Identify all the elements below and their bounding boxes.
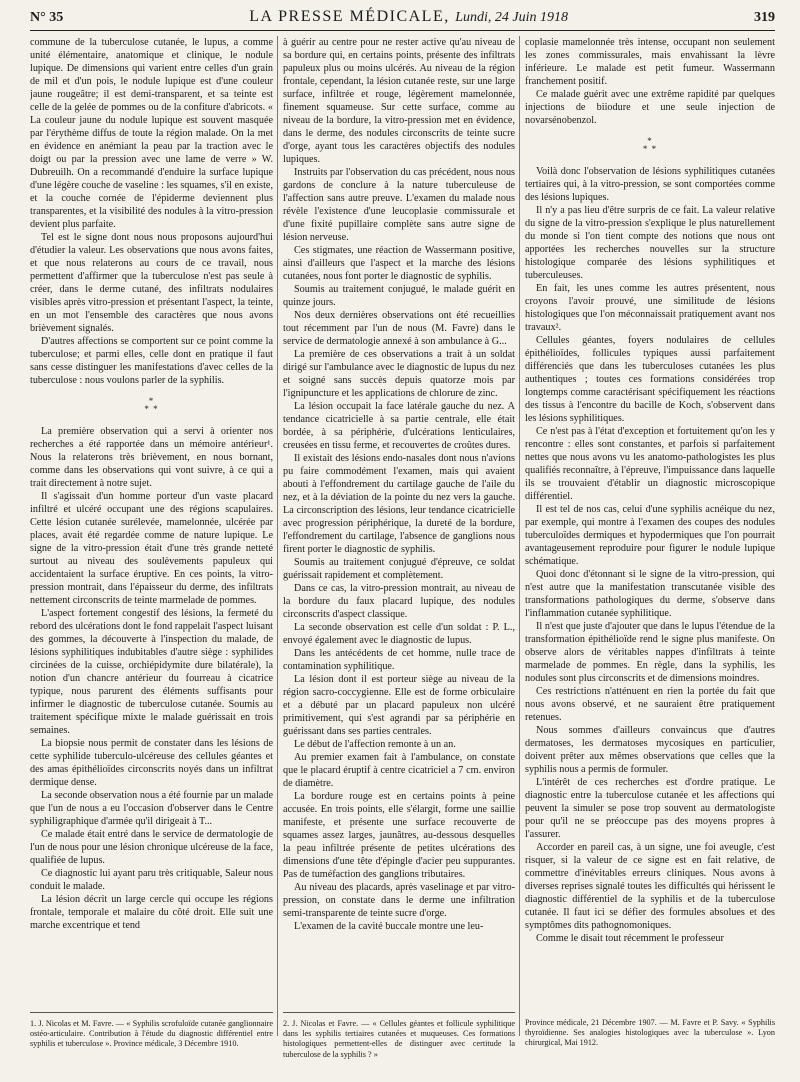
column-rule (277, 36, 278, 1036)
page-number: 319 (753, 10, 775, 25)
paragraph: Dans ce cas, la vitro-pression montrait, au niveau de la bordure du faux placard lupique, des nodules circonscrits d'aspect classique. (283, 583, 515, 620)
paragraph: Ce n'est pas à l'état d'exception et fortuitement qu'on les y rencontre : elles sont constantes, et parfois si parfaitement nettes que nous avons vu les anatomo-pathologistes les plus qualifiés reconnaître, à l'épreuve, l'impuissance dans laquelle ils se trouvaient d'établir un diagnostic microscopique différentiel. (525, 426, 775, 502)
paragraph: La seconde observation nous a été fournie par un malade que l'un de nous a eu l'occasion d'observer dans le Centre syphiligraphique d'armée qu'il dirigeait à T... (30, 790, 273, 827)
paragraph: La première observation qui a servi à orienter nos recherches a été rapportée dans un mémoire antérieur¹. Nous la relaterons très brièvement, en nous bornant, comme dans les observations qui vont suivre, à ce qui a trait directement à notre sujet. (30, 426, 273, 489)
paragraph: Voilà donc l'observation de lésions syphilitiques cutanées tertiaires qui, à la vitro-pression, se sont comportées comme des lésions lupiques. (525, 166, 775, 203)
paragraph: Instruits par l'observation du cas précédent, nous nous gardons de conclure à la nature tuberculeuse de l'affection sans autre preuve. L'examen du malade nous révèle l'existence d'une leucoplasie commissurale et d'une fixité pupillaire complète sans autre signe de lésion nerveuse. (283, 167, 515, 243)
paragraph: Quoi donc d'étonnant si le signe de la vitro-pression, qui n'est autre que la manifestation transcutanée visible des transformations pathologiques du derme, s'observe dans l'inflammation cutanée syphilitique. (525, 569, 775, 619)
paragraph: Ces stigmates, une réaction de Wassermann positive, ainsi d'ailleurs que l'aspect et la marche des lésions cutanées, nous font porter le diagnostic de syphilis. (283, 245, 515, 282)
paragraph: L'aspect fortement congestif des lésions, la fermeté du rebord des ulcérations dont le fond rappelait l'aspect luisant des gommes, la découverte à l'inspection du malade, de lésions syphilitiques indubitables d'autre siège : syphilides circinées de la cuisse, orchiépidymite dure bilatérale), la notion d'un chancre antérieur du fourreau à cicatrice typique, nous parurent des éléments suffisants pour infirmer le diagnostic de tuberculose cutanée. Soumis au traitement spécifique mixte le malade guérissait en trois semaines. (30, 608, 273, 736)
footnote-2: 2. J. Nicolas et Favre. — « Cellules géantes et follicule syphilitique dans les syphilis tertiaires cutanées et muqueuses. Ces formations histologiques permettent-elles de distinguer avec certitude la tuberculose de la syphilis ? » (283, 1012, 515, 1060)
paragraph: Au niveau des placards, après vaselinage et par vitro-pression, on constate dans le derme une infiltration semi-transparente de teinte sucre d'orge. (283, 882, 515, 919)
paragraph: D'autres affections se comportent sur ce point comme la tuberculose; et parmi elles, celle dont en pratique il faut sans cesse distinguer les manifestations d'avec celles de la tuberculose : nous voulons parler de la syphilis. (30, 336, 273, 386)
paragraph: Il s'agissait d'un homme porteur d'un vaste placard infiltré et ulcéré occupant une des régions scapulaires. Cette lésion cutanée surélevée, mamelonnée, ulcérée par places, avait été regardée comme de nature lupique. Le signe de la vitro-pression était d'une très grande netteté surtout au niveau des soulèvements papuleux qui accidentaient la surface éruptive. En ces points, la vitro-pression montrait, dans l'épaisseur du derme, des infiltrats nettement circonscrits de teinte marmelade de pommes. (30, 491, 273, 606)
paragraph: Soumis au traitement conjugué, le malade guérit en quinze jours. (283, 284, 515, 308)
column-rule (519, 36, 520, 1036)
paragraph: Comme le disait tout récemment le professeur (536, 933, 724, 944)
page-header (30, 8, 775, 31)
paragraph: Ce diagnostic lui ayant paru très critiquable, Saleur nous conduit le malade. (30, 868, 273, 892)
journal-title (249, 8, 568, 26)
paragraph: La première de ces observations a trait à un soldat dirigé sur l'ambulance avec le diagnostic de lupus du nez et soigné sans succès depuis quatorze mois par l'ignipuncture et les applications de chlorure de zinc. (283, 349, 515, 399)
column-3 (525, 36, 775, 1004)
paragraph: Il n'y a pas lieu d'être surpris de ce fait. La valeur relative du signe de la vitro-pression s'explique le plus naturellement du monde si l'on tient compte des notions que nous ont apportées les recherches nouvelles sur la structure histologique comparée des lésions syphilitiques et tuberculeuses. (525, 205, 775, 281)
paragraph: En fait, les unes comme les autres présentent, nous croyons l'avoir prouvé, une similitude de lésions histologiques que l'on méconnaissait pratiquement avant nos travaux². (525, 283, 775, 333)
column-2 (283, 36, 515, 1004)
paragraph: Ces restrictions n'atténuent en rien la portée du fait que nous avons observé, et ne sauraient être pratiquement retenues. (525, 686, 775, 723)
paragraph: coplasie mamelonnée très intense, occupant non seulement les zones commissurales, mais envahissant la lèvre inférieure. Le malade est petit fumeur. Wassermann franchement positif. (525, 37, 775, 87)
paragraph: Accorder en pareil cas, à un signe, une foi aveugle, c'est risquer, si la valeur de ce signe est en fait relative, de commettre d'inévitables erreurs cliniques. Nous avons à diverses reprises signalé toutes les difficultés qui hérissent le diagnostic différentiel de la syphilis et de la tuberculose cutanée. Il faut ici se défier des formules absolues et des symptômes dits pathognomoniques. (525, 842, 775, 931)
paragraph: Ce malade était entré dans le service de dermatologie de l'un de nous pour une lésion chronique ulcéreuse de la face, qualifiée de lupus. (30, 829, 273, 866)
issue-date: Lundi, 24 Juin 1918 (455, 10, 568, 25)
paragraph: Dans les antécédents de cet homme, nulle trace de contamination syphilitique. (283, 648, 515, 672)
journal-name: LA PRESSE MÉDICALE, (249, 8, 450, 25)
paragraph: à guérir au centre pour ne rester active qu'au niveau de sa bordure qui, en certains points, présente des infiltrats papuleux plus ou moins ulcérés. Au niveau de la région frontale, cependant, la lésion cutanée reste, sur une large surface, infiltrée et rouge, légèrement mamelonnée, finement squameuse. Sur cette surface, comme au niveau de la bordure, la vitro-pression met en évidence, dans le derme, des nodules circonscrits de teinte sucre d'orge, ayant tous les caractères objectifs des nodules lupiques. (283, 37, 515, 165)
paragraph: commune de la tuberculose cutanée, le lupus, a comme unité élémentaire, anatomique et clinique, le nodule lupique. De dimensions qui varient entre celles d'un grain de mil et d'un pois, le nodule lupique est d'une couleur jaune rougeâtre; il est demi-transparent, et sa teinte est celle de la gelée de pommes ou de la confiture d'abricots. « La couleur jaune du nodule lupique est souvent masquée par l'érythème diffus de toute la région malade. On la met en évidence en anémiant la peau par la traction avec le doigt ou par la pression avec une lame de verre » W. Dubreuilh. On a recommandé d'enduire la surface lupique d'une légère couche de vaseline : les squames, s'il en existe, et la couche cornée de l'épiderme deviennent plus transparentes, et la visibilité des nodules à la vitro-pression devient plus parfaite. (30, 37, 273, 230)
paragraph: Le début de l'affection remonte à un an. (294, 739, 456, 750)
issue-number: N° 35 (30, 10, 64, 25)
paragraph: La lésion occupait la face latérale gauche du nez. A tendance cicatricielle à sa partie centrale, elle était bordée, à sa périphérie, d'ulcérations lenticulaires, creusées en tissu ferme, et recouvertes de croûtes dures. (283, 401, 515, 451)
section-separator-icon: * * * (144, 396, 159, 414)
footnote-1: 1. J. Nicolas et M. Favre. — « Syphilis scrofuloïde cutanée ganglionnaire ostéo-articulaire. Contribution à l'étude du diagnostic différentiel entre syphilis et tuberculose ». Province médicale, 3 Décembre 1910. (30, 1012, 273, 1050)
paragraph: Ce malade guérit avec une extrême rapidité par quelques injections de biiodure et une seule injection de novarsénobenzol. (525, 89, 775, 126)
paragraph: Il est tel de nos cas, celui d'une syphilis acnéique du nez, par exemple, qui montre à l'examen des coupes des nodules tuberculoïdes dermiques et hypodermiques que l'on pourrait avantageusement reproduire pour figurer le nodule lupique schématique. (525, 504, 775, 567)
paragraph: La lésion décrit un large cercle qui occupe les régions frontale, temporale et malaire du côté droit. Elle suit une marche excentrique et tend (30, 894, 273, 931)
paragraph: L'examen de la cavité buccale montre une leu- (294, 921, 484, 932)
paragraph: Tel est le signe dont nous nous proposons aujourd'hui d'étudier la valeur. Les observations que nous avons faites, et que nous relaterons au cours de ce travail, nous permettent d'affirmer que la tuberculose n'est pas seule à créer, dans le derme cutané, des infiltrats nodulaires visibles après vitro-pression et présentant l'aspect, la teinte, en un mot l'ensemble des caractères que nous avons brièvement signalés. (30, 232, 273, 334)
paragraph: Il existait des lésions endo-nasales dont nous n'avions pu faire commodément l'examen, mais qui avaient abouti à l'effondrement du cartilage gauche de l'aile du nez, et à la déviation de la pointe du nez vers la gauche. La circonscription des lésions, leur tendance cicatricielle avec progression périphérique, la dureté de la bordure, l'effondrement du cartilage, l'absence de ganglions nous firent porter le diagnostic de syphilis. (283, 453, 515, 555)
section-separator-icon: * * * (642, 136, 658, 154)
paragraph: Cellules géantes, foyers nodulaires de cellules épithélioïdes, follicules typiques aussi parfaitement différenciés que dans les tuberculoses cutanées les plus authentiques ; toutes ces formations considérées trop longtemps comme caractérisant spécifiquement les réactions des tissus à l'encontre du bacille de Koch, s'observent dans les lésions syphilitiques. (525, 335, 775, 424)
paragraph: Nous sommes d'ailleurs convaincus que d'autres dermatoses, les dermatoses mycosiques en particulier, doivent prêter aux mêmes observations que celles que la syphilis nous a permis de formuler. (525, 725, 775, 775)
paragraph: Au premier examen fait à l'ambulance, on constate que le placard éruptif à centre cicatriciel a 7 cm. environ de diamètre. (283, 752, 515, 789)
paragraph: La bordure rouge est en certains points à peine accusée. En trois points, elle s'élargit, forme une saillie manifeste, et présente une surface recouverte de squames assez larges, jaunâtres, au-dessous desquelles la peau infiltrée présente de petites ulcérations des dimensions d'une tête d'épingle d'acier peu suppurantes. Pas de tuméfaction des ganglions tributaires. (283, 791, 515, 880)
paragraph: L'intérêt de ces recherches est d'ordre pratique. Le diagnostic entre la tuberculose cutanée et les affections qui peuvent la simuler se pose trop souvent au dermatologiste pour qu'il ne se préoccupe pas des moyens propres à l'assurer. (525, 777, 775, 840)
paragraph: La seconde observation est celle d'un soldat : P. L., envoyé également avec le diagnostic de lupus. (283, 622, 515, 646)
column-1 (30, 36, 273, 1004)
paragraph: Nos deux dernières observations ont été recueillies tout récemment par l'un de nous (M. Favre) dans le service de dermatologie annexé à son ambulance à G... (283, 310, 515, 347)
paragraph: La biopsie nous permit de constater dans les lésions de cette syphilide tuberculo-ulcéreuse des cellules géantes et des amas épithélioïdes circonscrits noyés dans un infiltrat dermique dense. (30, 738, 273, 788)
paragraph: Il n'est que juste d'ajouter que dans le lupus l'étendue de la transformation épithélioïde rend le signe plus manifeste. On observe alors de véritables nappes d'infiltrats à teinte marmelade de pommes. En règle, dans la syphilis, les nodules sont plus circonscrits et de dimensions moindres. (525, 621, 775, 684)
footnote-2-continued: Province médicale, 21 Décembre 1907. — M. Favre et P. Savy. « Syphilis thyroïdienne. Ses analogies histologiques avec la tuberculose ». Lyon chirurgical, Mai 1912. (525, 1018, 775, 1048)
paragraph: Soumis au traitement conjugué d'épreuve, ce soldat guérissait rapidement et complètement. (283, 557, 515, 581)
paragraph: La lésion dont il est porteur siège au niveau de la région sacro-coccygienne. Elle est de forme orbiculaire et a débuté par un placard papuleux non ulcéré primitivement, qui s'est agrandi par sa périphérie en guérissant dans ses parties centrales. (283, 674, 515, 737)
